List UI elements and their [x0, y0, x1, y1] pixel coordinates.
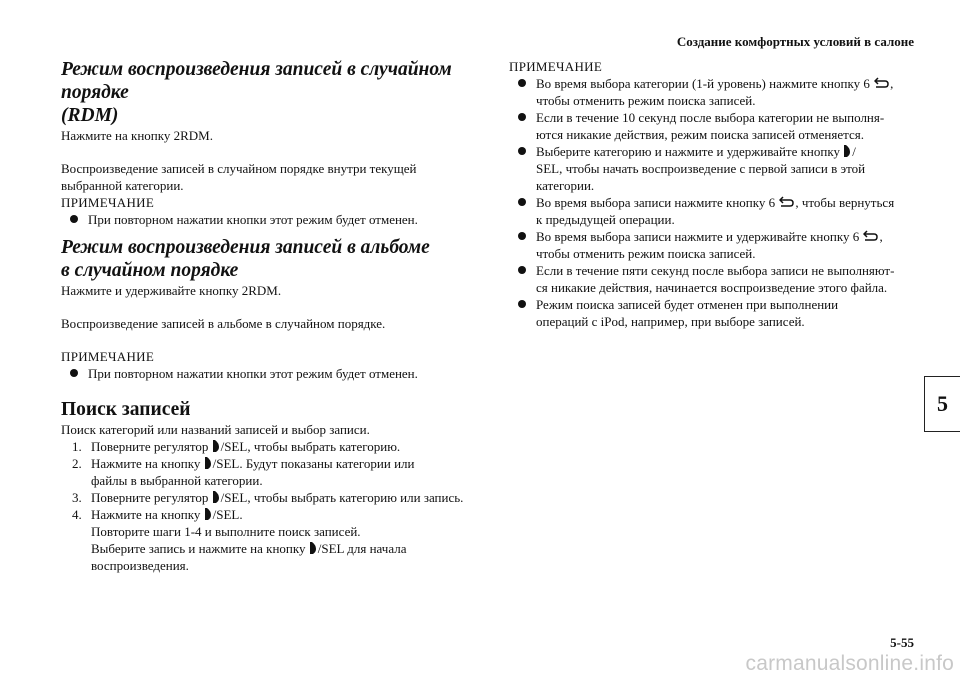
bullet-text: ,: [890, 76, 894, 91]
step-text: /SEL.: [212, 507, 243, 522]
step-text: Выберите запись и нажмите на кнопку: [91, 541, 306, 556]
bullet-text: Режим поиска записей будет отменен при выполнении: [536, 297, 839, 312]
music-note-icon: [843, 144, 852, 158]
bullet-text: Выберите категорию и нажмите и удерживайте кнопку: [536, 144, 840, 159]
note-bullet-7: [509, 296, 913, 330]
rdm-note-bullet: При повторном нажатии кнопки этот режим будет отменен.: [61, 211, 481, 228]
bullet-text: ,: [879, 229, 883, 244]
note-bullet-3: [509, 143, 913, 194]
page-number: 5-55: [890, 635, 914, 650]
search-step-4-line4: воспроизведения.: [91, 558, 189, 573]
rdm-note-label: ПРИМЕЧАНИЕ: [61, 195, 155, 210]
music-note-icon: [309, 541, 318, 555]
right-note-label: ПРИМЕЧАНИЕ: [509, 59, 603, 74]
bullet-text: чтобы отменить режим поиска записей.: [536, 93, 756, 108]
step-text: Поверните регулятор: [91, 439, 209, 454]
search-step-4: [61, 506, 481, 523]
search-step-2: [61, 455, 481, 472]
bullet-text: ся никакие действия, начинается воспроизведение этого файла.: [536, 280, 888, 295]
page-header-title: Создание комфортных условий в салоне: [676, 34, 914, 49]
album-note-label: ПРИМЕЧАНИЕ: [61, 349, 155, 364]
note-bullet-6: [509, 262, 913, 296]
music-note-icon: [204, 456, 213, 470]
bullet-text: , чтобы вернуться: [795, 195, 895, 210]
rdm-heading-line2: (RDM): [61, 105, 119, 126]
bullet-text: ются никакие действия, режим поиска записей отменяется.: [536, 127, 864, 142]
step-text: /SEL, чтобы выбрать категорию.: [220, 439, 401, 454]
right-column: [509, 58, 913, 330]
note-bullet-4: [509, 194, 913, 228]
music-note-icon: [212, 439, 221, 453]
bullet-text: чтобы отменить режим поиска записей.: [536, 246, 756, 261]
bullet-text: /: [852, 144, 856, 159]
chapter-tab: [924, 376, 960, 432]
bullet-text: SEL, чтобы начать воспроизведение с первой записи в этой: [536, 161, 866, 176]
search-step-2-line2: файлы в выбранной категории.: [91, 473, 263, 488]
step-number: 2.: [72, 456, 82, 471]
bullet-text: операций с iPod, например, при выборе записей.: [536, 314, 805, 329]
search-step-3: [61, 489, 481, 506]
album-instruction: Нажмите и удерживайте кнопку 2RDM.: [61, 283, 282, 298]
search-steps: [61, 438, 481, 574]
back-arrow-icon: [779, 196, 794, 207]
rdm-heading: [61, 58, 481, 127]
album-heading-line2: в случайном порядке: [61, 260, 239, 281]
bullet-text: Во время выбора записи нажмите кнопку 6: [536, 195, 776, 210]
music-note-icon: [212, 490, 221, 504]
back-arrow-icon: [874, 77, 889, 88]
step-text: /SEL. Будут показаны категории или: [212, 456, 415, 471]
album-heading-line1: Режим воспроизведения записей в альбоме: [61, 237, 430, 258]
step-text: Поверните регулятор: [91, 490, 209, 505]
rdm-description-line1: Воспроизведение записей в случайном порядке внутри текущей: [61, 161, 417, 176]
rdm-description: [61, 160, 481, 194]
search-step-4-line2: Повторите шаги 1-4 и выполните поиск записей.: [91, 524, 361, 539]
rdm-heading-line1: Режим воспроизведения записей в случайном порядке: [61, 59, 452, 103]
left-column: [61, 58, 481, 574]
watermark: carmanualsonline.info: [745, 652, 954, 675]
rdm-description-line2: выбранной категории.: [61, 178, 184, 193]
search-step-1: [61, 438, 481, 455]
album-heading: [61, 236, 481, 282]
step-number: 1.: [72, 439, 82, 454]
back-arrow-icon: [863, 230, 878, 241]
step-text: Нажмите на кнопку: [91, 507, 201, 522]
bullet-text: категории.: [536, 178, 595, 193]
search-step-4-line3: [61, 540, 481, 557]
step-text: /SEL для начала: [317, 541, 407, 556]
bullet-text: Если в течение пяти секунд после выбора записи не выполняют-: [536, 263, 895, 278]
album-description: Воспроизведение записей в альбоме в случайном порядке.: [61, 316, 386, 331]
album-note-bullet: При повторном нажатии кнопки этот режим будет отменен.: [61, 365, 481, 382]
bullet-text: Если в течение 10 секунд после выбора категории не выполня-: [536, 110, 885, 125]
search-heading: Поиск записей: [61, 399, 191, 420]
chapter-tab-label: 5: [937, 391, 948, 416]
bullet-text: к предыдущей операции.: [536, 212, 675, 227]
note-bullet-5: [509, 228, 913, 262]
step-number: 3.: [72, 490, 82, 505]
bullet-text: Во время выбора записи нажмите и удерживайте кнопку 6: [536, 229, 860, 244]
step-text: /SEL, чтобы выбрать категорию или запись.: [220, 490, 464, 505]
note-bullet-2: [509, 109, 913, 143]
music-note-icon: [204, 507, 213, 521]
rdm-instruction: Нажмите на кнопку 2RDM.: [61, 128, 213, 143]
step-number: 4.: [72, 507, 82, 522]
bullet-text: Во время выбора категории (1-й уровень) нажмите кнопку 6: [536, 76, 870, 91]
search-intro: Поиск категорий или названий записей и выбор записи.: [61, 422, 370, 437]
note-bullet-1: [509, 75, 913, 109]
step-text: Нажмите на кнопку: [91, 456, 201, 471]
